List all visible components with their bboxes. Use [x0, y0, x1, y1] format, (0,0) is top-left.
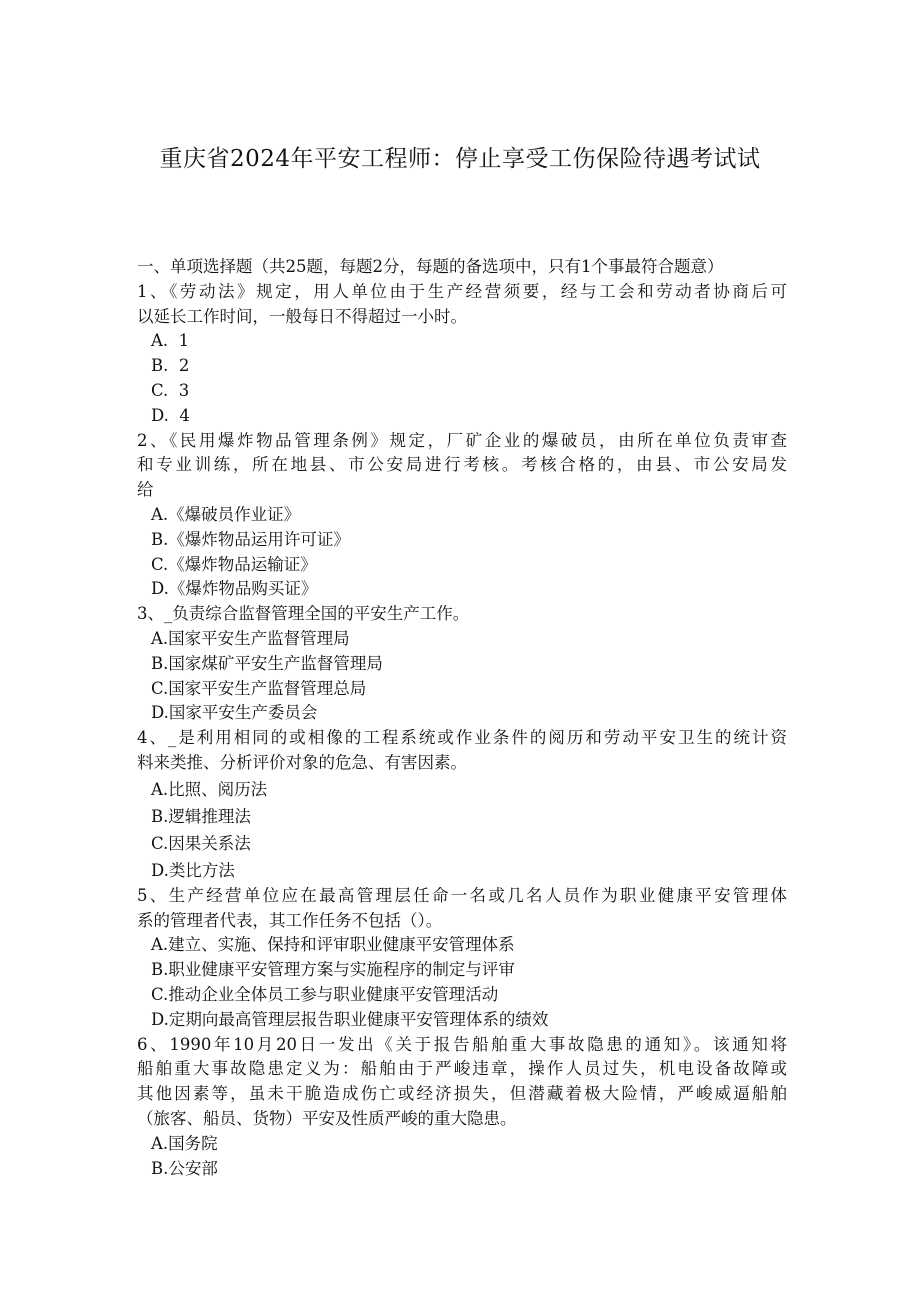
question-6	[137, 1033, 787, 1182]
section-header-text: 一、单项选择题（共25题，每题2分，每题的备选项中，只有1个事最符合题意）	[137, 257, 724, 276]
option-b: B. 2	[151, 356, 190, 376]
option-d: D.《爆炸物品购买证》	[151, 579, 318, 599]
question-text-line: 4、_是利用相同的或相像的工程系统或作业条件的阅历和劳动平安卫生的统计资	[137, 728, 787, 748]
question-4	[137, 726, 787, 884]
option-c: C.因果关系法	[151, 833, 251, 853]
option-c: C. 3	[151, 380, 190, 400]
option-b: B.国家煤矿平安生产监督管理局	[151, 653, 383, 673]
question-text-line: 6、1990年10月20日一发出《关于报告船舶重大事故隐患的通知》。该通知将	[137, 1034, 787, 1054]
question-2	[137, 429, 787, 603]
option-c: C.国家平安生产监督管理总局	[151, 678, 367, 698]
question-text-line: （旅客、船员、货物）平安及性质严峻的重大隐患。	[137, 1108, 517, 1128]
question-3	[137, 602, 787, 726]
option-a: A.《爆破员作业证》	[151, 504, 301, 524]
option-b: B.《爆炸物品运用许可证》	[151, 529, 350, 549]
question-text-line: 和专业训练，所在地县、市公安局进行考核。考核合格的，由县、市公安局发	[137, 455, 787, 475]
option-d: D.国家平安生产委员会	[151, 703, 318, 723]
option-d: D. 4	[151, 405, 190, 425]
option-a: A.国家平安生产监督管理局	[151, 628, 350, 648]
option-a: A.建立、实施、保持和评审职业健康平安管理体系	[151, 935, 515, 955]
option-c: C.《爆炸物品运输证》	[151, 554, 317, 574]
question-text-line: 给	[137, 480, 154, 500]
option-a: A. 1	[151, 331, 190, 351]
question-5	[137, 884, 787, 1033]
question-list	[137, 255, 787, 1181]
question-text-line: 其他因素等，虽未干脆造成伤亡或经济损失，但潜藏着极大险情，严峻威逼船舶	[137, 1084, 787, 1104]
option-b: B.职业健康平安管理方案与实施程序的制定与评审	[151, 960, 515, 980]
option-d: D.定期向最高管理层报告职业健康平安管理体系的绩效	[151, 1009, 549, 1029]
option-c: C.推动企业全体员工参与职业健康平安管理活动	[151, 984, 499, 1004]
option-d: D.类比方法	[151, 860, 235, 880]
question-text-line: 以延长工作时间，一般每日不得超过一小时。	[137, 306, 467, 326]
section-header	[137, 255, 787, 280]
option-b: B.公安部	[151, 1158, 218, 1178]
question-1	[137, 280, 787, 429]
option-b: B.逻辑推理法	[151, 806, 251, 826]
page-title: 重庆省2024年平安工程师：停止享受工伤保险待遇考试试	[159, 146, 761, 172]
question-text-line: 1、《劳动法》规定，用人单位由于生产经营须要，经与工会和劳动者协商后可	[137, 281, 787, 301]
question-text-line: 系的管理者代表，其工作任务不包括（）。	[137, 910, 443, 930]
option-a: A.国务院	[151, 1133, 218, 1153]
question-text-line: 2、《民用爆炸物品管理条例》规定，厂矿企业的爆破员，由所在单位负责审查	[137, 430, 787, 450]
question-text-line: 3、_负责综合监督管理全国的平安生产工作。	[137, 604, 470, 624]
question-text-line: 料来类推、分析评价对象的危急、有害因素。	[137, 752, 467, 772]
question-text-line: 船舶重大事故隐患定义为：船舶由于严峻违章，操作人员过失，机电设备故障或	[137, 1059, 787, 1079]
option-a: A.比照、阅历法	[151, 779, 268, 799]
question-text-line: 5、生产经营单位应在最高管理层任命一名或几名人员作为职业健康平安管理体	[137, 885, 787, 905]
